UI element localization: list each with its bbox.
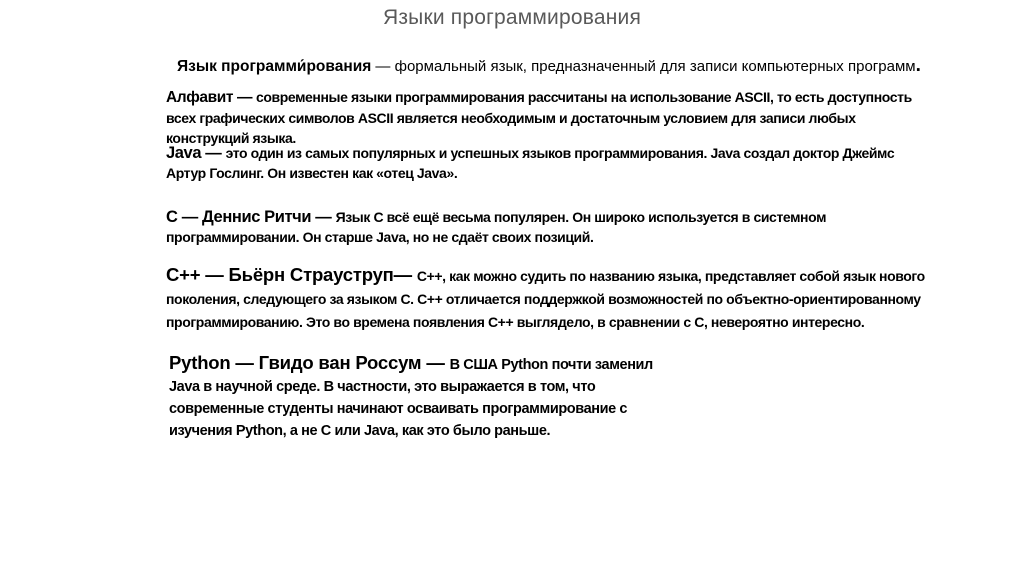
alphabet-term: Алфавит — xyxy=(166,89,256,106)
cpp-term: C++ — Бьёрн Страуструп— xyxy=(166,264,417,285)
definition-period: . xyxy=(915,55,921,76)
definition-term: Язык программи́рования xyxy=(177,58,372,75)
java-paragraph xyxy=(166,143,936,183)
alphabet-paragraph xyxy=(166,87,936,148)
python-paragraph xyxy=(169,352,681,442)
c-paragraph xyxy=(166,207,856,247)
definition-text: — формальный язык, предназначенный для записи компьютерных программ xyxy=(371,58,916,75)
c-term: С — Деннис Ритчи — xyxy=(166,208,336,226)
java-term: Java — xyxy=(166,144,226,162)
definition-paragraph xyxy=(177,55,937,77)
slide-title: Языки программирования xyxy=(382,6,642,29)
java-text: это один из самых популярных и успешных языков программирования. Java создал доктор Джеймс Артур Гослинг. Он известен как «отец Java». xyxy=(166,145,895,181)
python-text: В США Python почти заменил Java в научной среде. В частности, это выражается в том, что современные студенты начинают осваивать программирование с изучения Python, а не C или Java, как это было раньше. xyxy=(169,357,653,439)
c-text: Язык C всё ещё весьма популярен. Он широко используется в системном программировании. Он старше Java, но не сдаёт своих позиций. xyxy=(166,209,827,245)
python-term: Python — Гвидо ван Россум — xyxy=(169,352,450,373)
cpp-text: C++, как можно судить по названию языка, представляет собой язык нового поколения, следующего за языком С. C++ отличается поддержкой возможностей по объектно-ориентированному программированию. Это во времена появления C++ выглядело, в сравнении с С, невероятно интересно. xyxy=(166,268,925,330)
cpp-paragraph xyxy=(166,263,938,334)
alphabet-text: современные языки программирования рассчитаны на использование ASCII, то есть доступность всех графических символов ASCII является необходимым и достаточным условием для записи любых конструкций языка. xyxy=(166,89,912,146)
